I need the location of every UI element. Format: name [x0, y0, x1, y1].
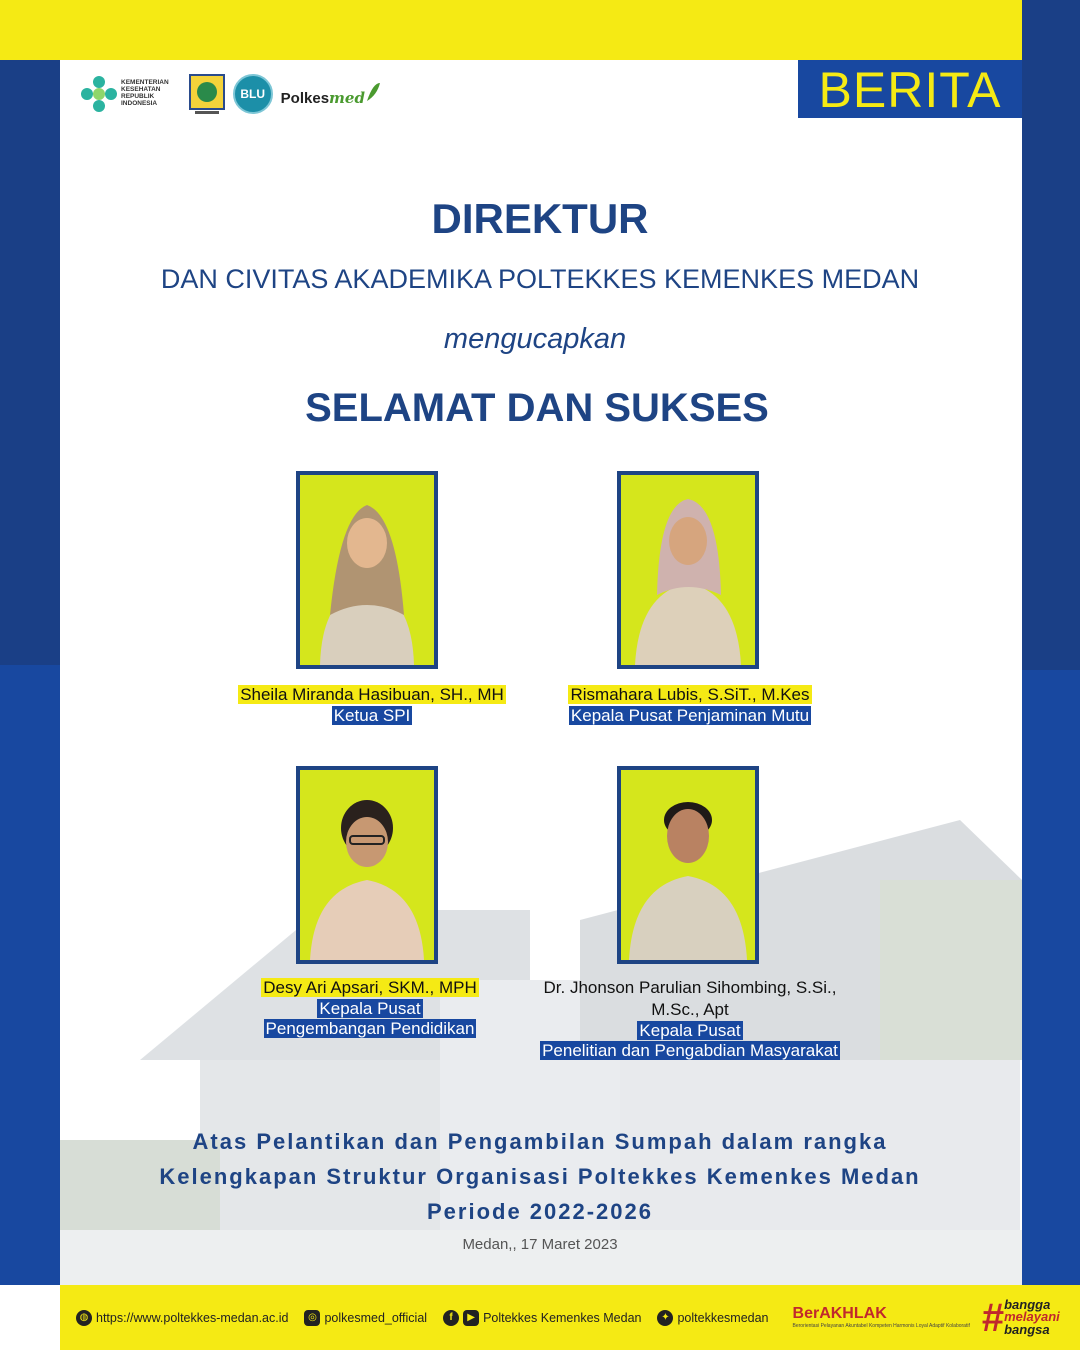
hashtag-icon: # — [981, 1295, 1005, 1340]
person-4-name-line-1 — [520, 977, 860, 999]
footer-bar — [60, 1285, 1080, 1350]
header-logos — [80, 72, 381, 116]
bangsa-word: bangsa — [1004, 1321, 1050, 1337]
person-3-name: Desy Ari Apsari, SKM., MPH — [263, 978, 477, 997]
left-blue-band-dark — [0, 60, 60, 665]
polkesmed-label: Polkes — [280, 90, 330, 107]
closing-line-1: Atas Pelantikan dan Pengambilan Sumpah dalam rangka — [192, 1129, 888, 1154]
globe-icon: ◍ — [76, 1310, 92, 1326]
portrait-illustration — [300, 475, 434, 665]
person-3-role-line-1: Kepala Pusat — [319, 999, 421, 1018]
subtitle: DAN CIVITAS AKADEMIKA POLTEKKES KEMENKES MEDAN — [160, 264, 920, 294]
person-3-caption — [226, 977, 514, 1039]
blu-logo: BLU — [233, 74, 273, 114]
closing-line-3: Periode 2022-2026 — [426, 1199, 654, 1224]
person-4-role-line-1: Kepala Pusat — [639, 1021, 741, 1040]
kemenkes-text: KEMENTERIAN KESEHATAN REPUBLIK INDONESIA — [121, 79, 169, 107]
facebook-icon: f — [443, 1310, 459, 1326]
person-4-name-part-2: M.Sc., Apt — [651, 1000, 729, 1019]
twitter-handle[interactable]: poltekkesmedan — [677, 1310, 769, 1325]
facebook-youtube-handle[interactable]: Poltekkes Kemenkes Medan — [483, 1310, 642, 1325]
photo-person-1 — [296, 471, 438, 669]
berita-badge: BERITA — [798, 60, 1022, 118]
berakhlak-logo — [793, 1306, 970, 1329]
portrait-illustration — [621, 770, 755, 960]
closing-message — [0, 1124, 1080, 1229]
title-direktur: DIREKTUR — [431, 195, 649, 242]
photo-person-4 — [617, 766, 759, 964]
person-4-role-line-2: Penelitian dan Pengabdian Masyarakat — [542, 1041, 838, 1060]
top-yellow-band — [0, 0, 1022, 60]
person-2-caption — [532, 684, 848, 726]
twitter-icon: ✦ — [657, 1310, 673, 1326]
person-2-role: Kepala Pusat Penjaminan Mutu — [570, 706, 810, 725]
mengucapkan-text: mengucapkan — [443, 323, 627, 355]
leaf-icon — [365, 81, 381, 103]
person-2-name: Rismahara Lubis, S.SiT., M.Kes — [570, 685, 810, 704]
poltekkes-emblem-icon — [187, 72, 227, 116]
melayani-word: melayani — [1004, 1309, 1060, 1325]
bangga-word: bangga — [1004, 1296, 1051, 1312]
polkesmed-suffix: med — [329, 89, 365, 107]
portrait-illustration — [300, 770, 434, 960]
closing-line-2: Kelengkapan Struktur Organisasi Poltekkes Kemenkes Medan — [159, 1164, 921, 1189]
person-1-caption — [200, 684, 544, 726]
berakhlak-subtext: Berorientasi Pelayanan Akuntabel Kompeten Harmonis Loyal Adaptif Kolaboratif — [792, 1323, 970, 1329]
photo-person-2 — [617, 471, 759, 669]
polkesmed-logo — [281, 81, 381, 107]
footer-twitter[interactable] — [657, 1310, 768, 1326]
youtube-icon: ▶ — [463, 1310, 479, 1326]
footer-facebook-youtube[interactable] — [443, 1310, 641, 1326]
photo-person-3 — [296, 766, 438, 964]
date-text: Medan,, 17 Maret 2023 — [462, 1236, 618, 1253]
selamat-heading: SELAMAT DAN SUKSES — [305, 386, 769, 430]
website-link[interactable]: https://www.poltekkes-medan.ac.id — [96, 1310, 289, 1325]
portrait-illustration — [621, 475, 755, 665]
person-1-name: Sheila Miranda Hasibuan, SH., MH — [240, 685, 504, 704]
person-3-role-line-2: Pengembangan Pendidikan — [265, 1019, 475, 1038]
person-4-caption — [520, 977, 860, 1061]
person-4-name-part-1: Dr. Jhonson Parulian Sihombing, S.Si., — [543, 978, 837, 997]
instagram-icon: ◎ — [304, 1310, 320, 1326]
instagram-handle[interactable]: polkesmed_official — [324, 1310, 428, 1325]
person-4-name-line-2 — [520, 999, 860, 1021]
content-area — [60, 60, 1022, 1285]
footer-instagram[interactable] — [304, 1310, 427, 1326]
person-1-role: Ketua SPI — [333, 706, 411, 725]
kemenkes-cross-icon — [80, 75, 118, 113]
bangga-melayani-bangsa-logo — [981, 1295, 1060, 1340]
berakhlak-label: BerAKHLAK — [792, 1305, 887, 1322]
footer-website[interactable] — [76, 1310, 288, 1326]
kemenkes-logo — [80, 75, 169, 113]
